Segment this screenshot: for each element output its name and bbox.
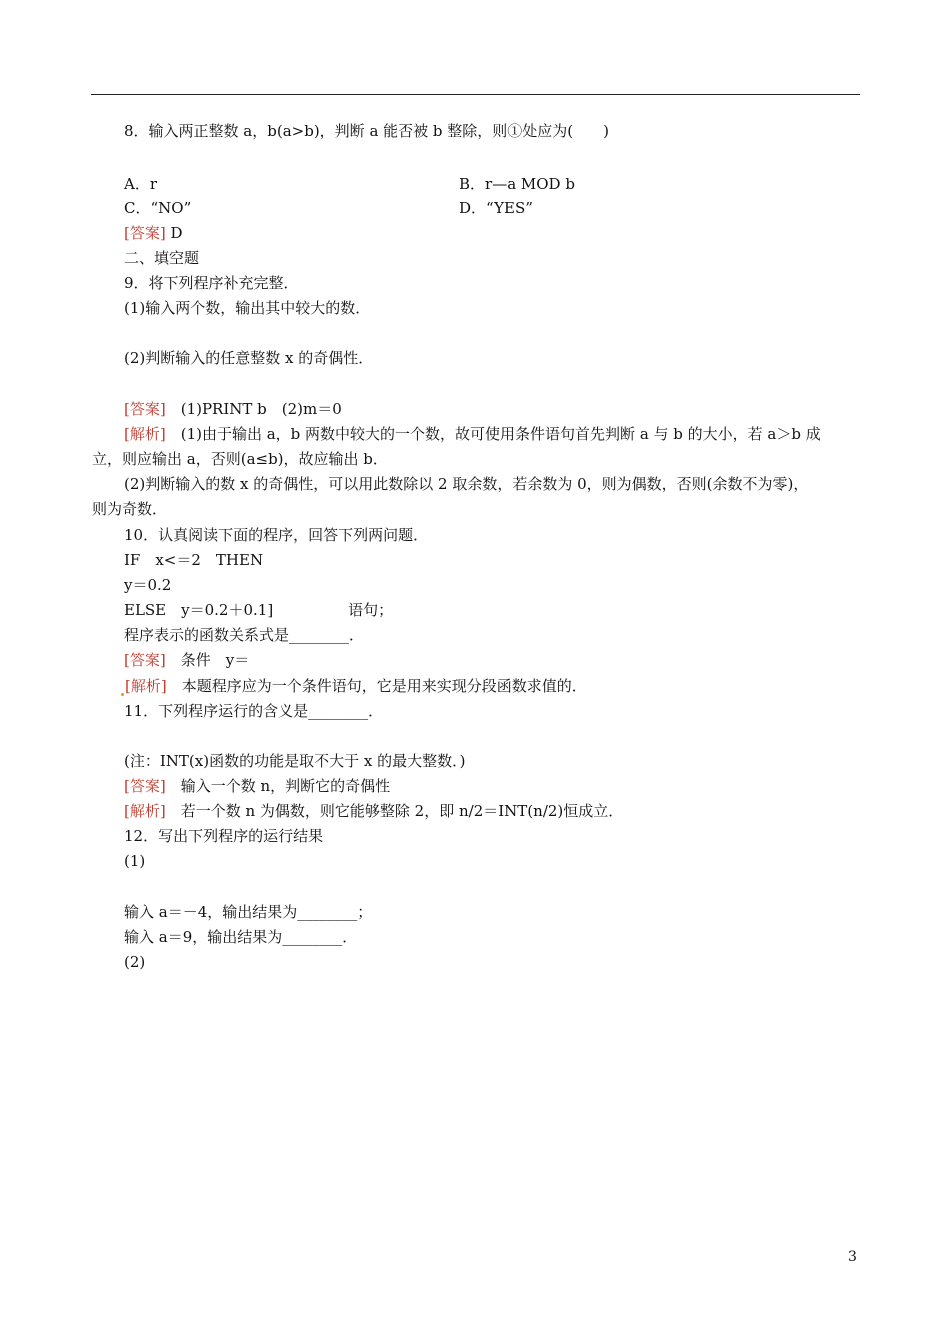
q10-code-line-2: y＝0.2 [124, 576, 172, 594]
q12-input-line-2: 输入 a＝9，输出结果为________． [124, 928, 358, 946]
analysis-tag: [解析] [124, 802, 166, 820]
page-number: 3 [848, 1249, 857, 1265]
q12-part-1: (1) [124, 852, 146, 870]
q11-stem: 11．下列程序运行的含义是________． [124, 702, 384, 720]
q9-stem: 9．将下列程序补充完整． [124, 274, 299, 292]
answer-tag: [答案] [124, 224, 166, 242]
analysis-tag: [解析] [125, 677, 167, 695]
q8-option-d: D．“YES” [459, 199, 533, 217]
q9-analysis-line-2: 立，则应输出 a，否则(a≤b)，故应输出 b． [92, 450, 388, 468]
q9-analysis-line-3: (2)判断输入的数 x 的奇偶性，可以用此数除以 2 取余数，若余数为 0，则为偶数，否则(余数不为零)， [124, 475, 809, 493]
answer-text: (1)PRINT b (2)m＝0 [165, 400, 342, 418]
margin-mark [121, 693, 124, 696]
answer-text: D [165, 224, 183, 242]
analysis-text: (1)由于输出 a，b 两数中较大的一个数，故可使用条件语句首先判断 a 与 b 的大小，若 a＞b 成 [165, 425, 821, 443]
q12-stem: 12．写出下列程序的运行结果 [124, 827, 324, 845]
q10-answer [124, 650, 249, 670]
answer-text: 输入一个数 n，判断它的奇偶性 [165, 777, 391, 795]
analysis-text: 若一个数 n 为偶数，则它能够整除 2，即 n/2＝INT(n/2)恒成立． [165, 802, 624, 820]
header-rule [91, 94, 860, 95]
q10-code-line-3: ELSE y＝0.2＋0.1] 语句； [124, 601, 394, 619]
q8-option-a: A．r [124, 175, 158, 193]
section-heading: 二、填空题 [124, 249, 200, 267]
answer-tag: [答案] [124, 651, 166, 669]
q12-part-2: (2) [124, 953, 146, 971]
q11-analysis [124, 801, 623, 821]
q9-part-1: (1)输入两个数，输出其中较大的数． [124, 299, 371, 317]
q10-prompt: 程序表示的函数关系式是________． [124, 626, 365, 644]
q8-answer [124, 223, 183, 243]
answer-tag: [答案] [124, 777, 166, 795]
q10-code-line-1: IF x<＝2 THEN [124, 551, 264, 569]
answer-tag: [答案] [124, 400, 166, 418]
analysis-text: 本题程序应为一个条件语句，它是用来实现分段函数求值的． [166, 677, 587, 695]
q8-stem: 8．输入两正整数 a，b(a>b)，判断 a 能否被 b 整除，则①处应为( ) [124, 122, 609, 140]
analysis-tag: [解析] [124, 425, 166, 443]
q9-analysis-line-4: 则为奇数． [92, 500, 168, 518]
q8-option-c: C．“NO” [124, 199, 192, 217]
q12-input-line-1: 输入 a＝－4，输出结果为________； [124, 903, 373, 921]
q9-analysis-line-1 [124, 424, 821, 444]
answer-text: 条件 y＝ [165, 651, 250, 669]
q11-note: (注：INT(x)函数的功能是取不大于 x 的最大整数．) [124, 752, 466, 770]
q11-answer [124, 776, 390, 796]
q10-analysis [121, 676, 587, 696]
q10-stem: 10．认真阅读下面的程序，回答下列两问题． [124, 526, 429, 544]
q9-answer [124, 399, 342, 419]
q9-part-2: (2)判断输入的任意整数 x 的奇偶性． [124, 349, 374, 367]
q8-option-b: B．r—a MOD b [459, 175, 575, 193]
